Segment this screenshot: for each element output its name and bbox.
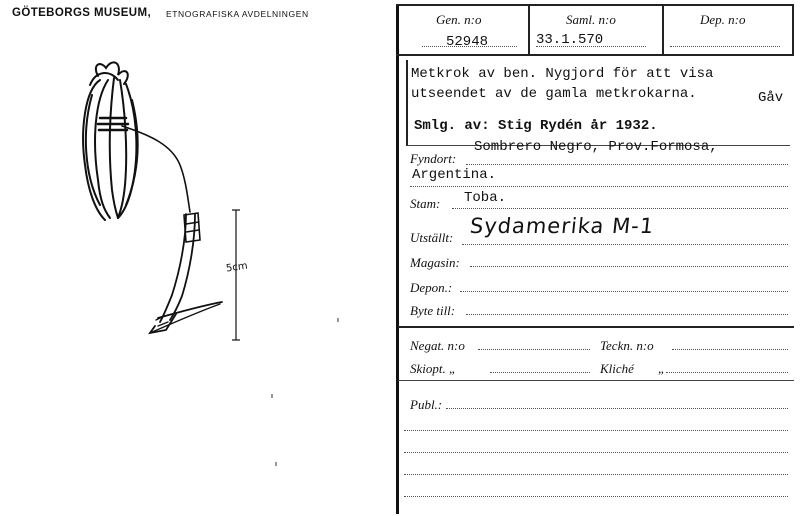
stam-value: Toba.: [464, 190, 507, 206]
gen-number-value: 52948: [446, 34, 489, 50]
negat-label: Negat. n:o: [410, 338, 465, 353]
museum-name: GÖTEBORGS MUSEUM,: [12, 7, 152, 19]
scale-label: 5cm: [225, 260, 249, 275]
skiopt-label: Skiopt. „: [410, 361, 457, 376]
dep-number-line: [670, 46, 780, 47]
utstallt-label: Utställt:: [410, 230, 454, 245]
number-box-divider-1: [528, 4, 530, 56]
publ-line-4: [404, 474, 788, 475]
stam-line: [452, 208, 788, 209]
saml-number-value: 33.1.570: [536, 32, 604, 48]
kliche-mark: „: [658, 361, 666, 376]
department-name: ETNOGRAFISKA AVDELNINGEN: [166, 9, 309, 19]
utstallt-line: [462, 244, 788, 245]
fyndort-value-line-2: Argentina.: [412, 167, 497, 183]
magasin-line: [470, 266, 788, 267]
fishhook-drawing: [0, 0, 396, 516]
byte-line: [466, 314, 788, 315]
fyndort-label: Fyndort:: [410, 151, 457, 166]
description-line-2: utseendet av de gamla metkrokarna.: [411, 86, 697, 102]
section-separator: [398, 326, 794, 328]
collected-by: Smlg. av: Stig Rydén år 1932.: [414, 118, 658, 134]
description-line-1: Metkrok av ben. Nygjord för att visa: [411, 66, 714, 82]
stam-label: Stam:: [410, 196, 441, 211]
magasin-label: Magasin:: [410, 255, 460, 270]
number-box-divider-2: [662, 4, 664, 56]
gen-number-label: Gen. n:o: [436, 12, 482, 27]
fyndort-value-line-1: Sombrero Negro, Prov.Formosa,: [474, 139, 718, 155]
publ-separator: [398, 380, 794, 381]
publ-label: Publ.:: [410, 397, 443, 412]
publ-line-3: [404, 452, 788, 453]
skiopt-line: [490, 372, 590, 373]
card-divider: [396, 4, 399, 514]
publ-line-1: [446, 408, 788, 409]
publ-line-5: [404, 496, 788, 497]
negat-line: [478, 349, 590, 350]
utstallt-value: Sydamerika M-1: [468, 214, 656, 238]
byte-label: Byte till:: [410, 303, 456, 318]
publ-line-2: [404, 430, 788, 431]
dep-number-label: Dep. n:o: [700, 12, 746, 27]
description-note: Gåv: [758, 90, 784, 106]
fyndort-line-2: [410, 186, 788, 187]
kliche-line: [666, 372, 788, 373]
teckn-label: Teckn. n:o: [600, 338, 654, 353]
depon-label: Depon.:: [410, 280, 453, 295]
teckn-line: [672, 349, 788, 350]
fyndort-line-1: [466, 164, 788, 165]
saml-number-label: Saml. n:o: [566, 12, 616, 27]
kliche-label: Kliché: [600, 361, 634, 376]
depon-line: [460, 291, 788, 292]
